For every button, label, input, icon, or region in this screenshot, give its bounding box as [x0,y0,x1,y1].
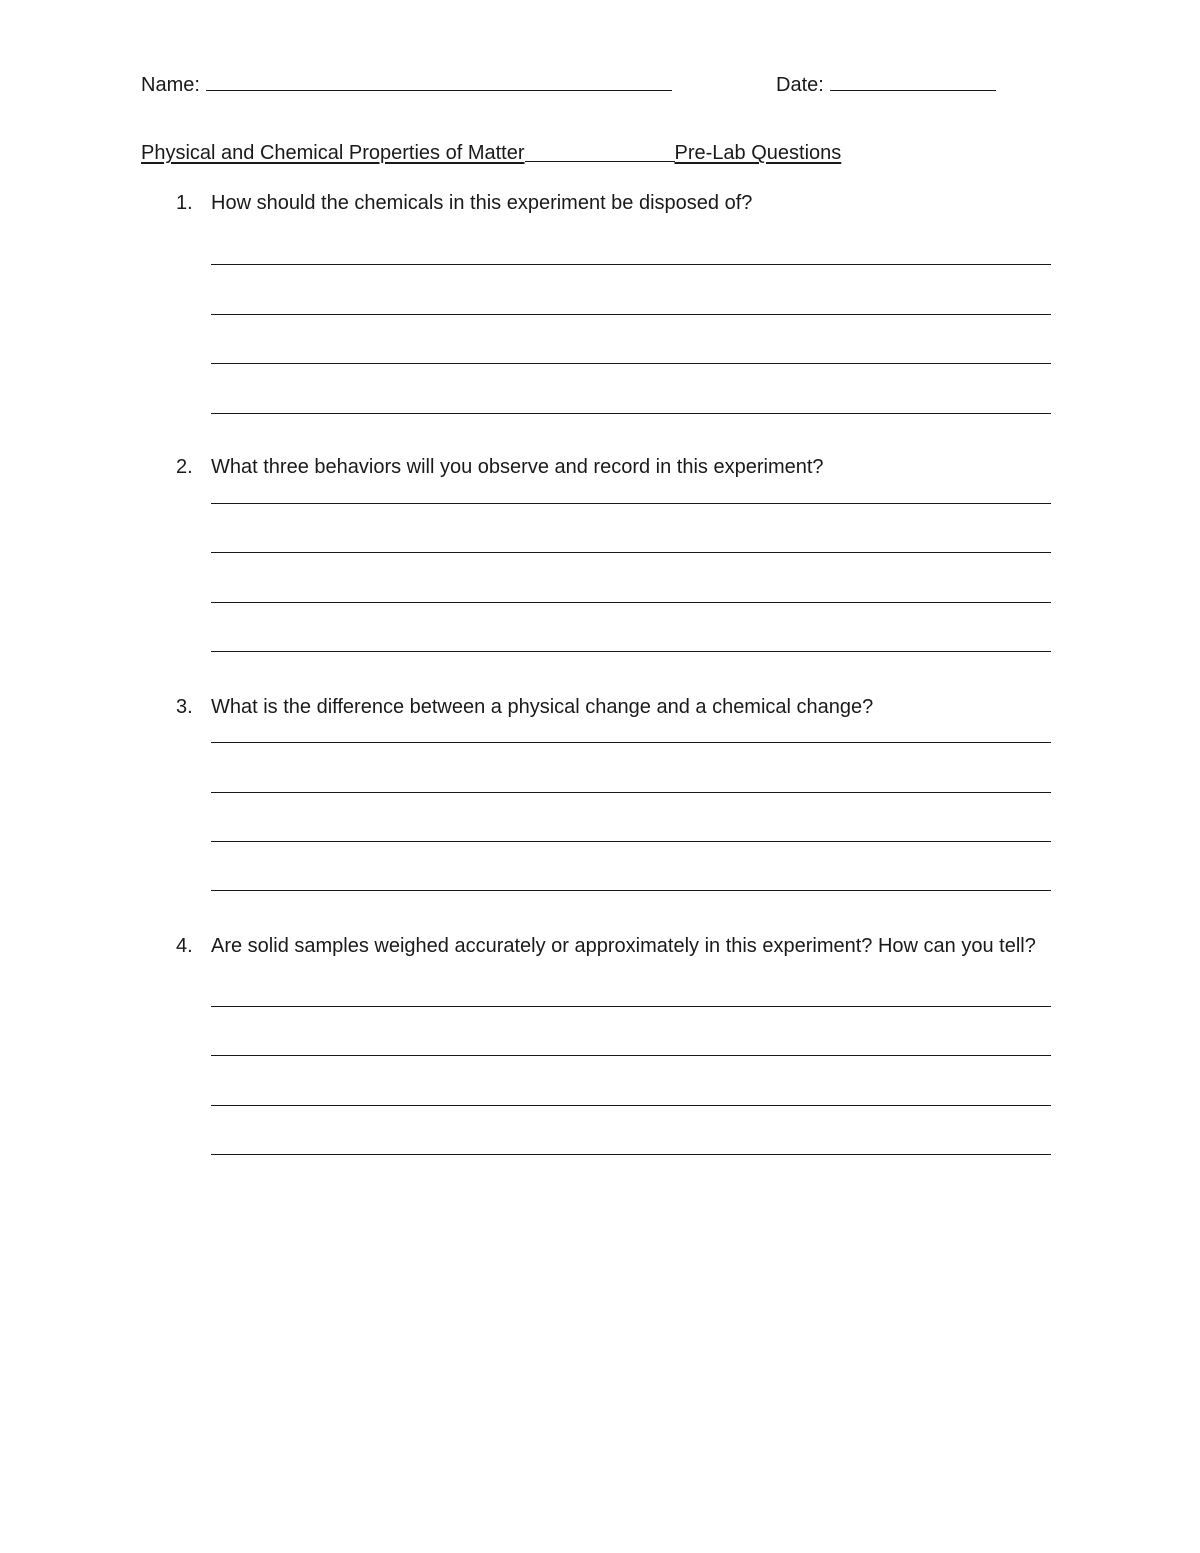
question-3-number: 3. [176,696,193,718]
name-blank-line[interactable] [206,70,672,91]
question-2-prompt [176,455,1056,479]
question-4-text: Are solid samples weighed accurately or approximately in this experiment? How can you tell? [211,935,1036,957]
question-2-text: What three behaviors will you observe and record in this experiment? [211,456,824,478]
answer-line[interactable] [211,552,1051,553]
question-1-text: How should the chemicals in this experiment be disposed of? [211,192,753,214]
answer-line[interactable] [211,742,1051,743]
answer-line[interactable] [211,1154,1051,1155]
question-1 [176,191,1056,215]
question-4-prompt [176,934,1056,958]
question-4-number: 4. [176,935,193,957]
answer-line[interactable] [211,890,1051,891]
answer-line[interactable] [211,602,1051,603]
answer-line[interactable] [211,792,1051,793]
title-section: Pre-Lab Questions [674,142,842,164]
question-1-prompt [176,191,1056,215]
question-2-number: 2. [176,456,193,478]
answer-line[interactable] [211,1006,1051,1007]
date-field-group [776,70,996,97]
title-underline-gap [525,141,675,162]
name-field-group [141,70,672,97]
answer-line[interactable] [211,651,1051,652]
header-row [141,70,1041,98]
question-3 [176,695,1056,719]
title-subject: Physical and Chemical Properties of Matter [141,142,525,164]
answer-line[interactable] [211,314,1051,315]
worksheet-title [141,141,941,169]
answer-line[interactable] [211,1105,1051,1106]
answer-line[interactable] [211,363,1051,364]
question-4 [176,934,1056,958]
date-blank-line[interactable] [830,70,996,91]
question-1-number: 1. [176,192,193,214]
answer-line[interactable] [211,264,1051,265]
name-label: Name: [141,74,200,96]
question-2 [176,455,1056,479]
answer-line[interactable] [211,413,1051,414]
question-3-text: What is the difference between a physical change and a chemical change? [211,696,874,718]
question-3-prompt [176,695,1056,719]
date-label: Date: [776,74,824,96]
answer-line[interactable] [211,503,1051,504]
answer-line[interactable] [211,1055,1051,1056]
answer-line[interactable] [211,841,1051,842]
